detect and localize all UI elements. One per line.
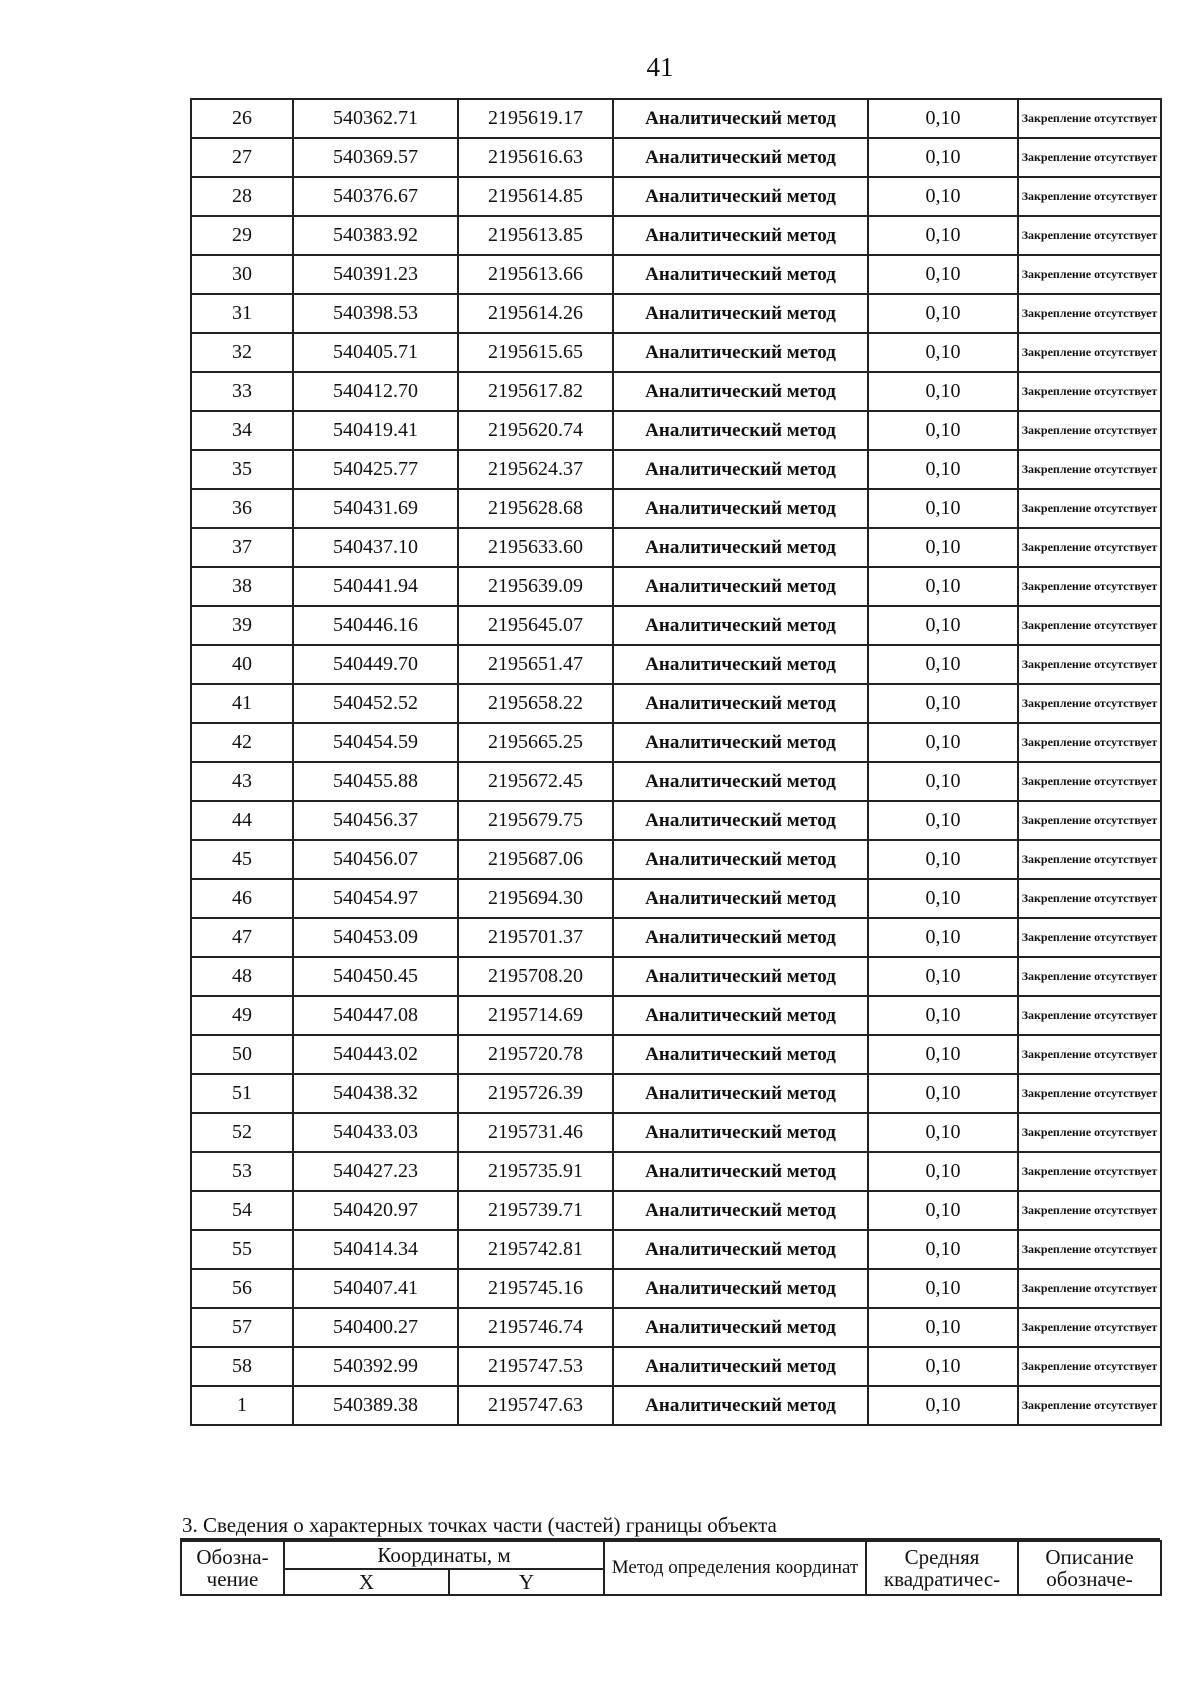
- note-cell: Закрепление отсутствует: [1018, 645, 1161, 684]
- x-coordinate-cell: 540362.71: [293, 99, 458, 138]
- y-coordinate-cell: 2195714.69: [458, 996, 613, 1035]
- point-number-cell: 28: [191, 177, 293, 216]
- y-coordinate-cell: 2195672.45: [458, 762, 613, 801]
- method-cell: Аналитический метод: [613, 1035, 868, 1074]
- section-3: [180, 1512, 1160, 1596]
- point-number-cell: 48: [191, 957, 293, 996]
- y-coordinate-cell: 2195735.91: [458, 1152, 613, 1191]
- y-coordinate-cell: 2195745.16: [458, 1269, 613, 1308]
- header-coordinates: Координаты, м: [284, 1541, 604, 1569]
- accuracy-cell: 0,10: [868, 996, 1018, 1035]
- section-title: 3. Сведения о характерных точках части (частей) границы объекта: [180, 1512, 1160, 1540]
- y-coordinate-cell: 2195639.09: [458, 567, 613, 606]
- y-coordinate-cell: 2195701.37: [458, 918, 613, 957]
- x-coordinate-cell: 540446.16: [293, 606, 458, 645]
- point-number-cell: 35: [191, 450, 293, 489]
- method-cell: Аналитический метод: [613, 645, 868, 684]
- method-cell: Аналитический метод: [613, 801, 868, 840]
- accuracy-cell: 0,10: [868, 216, 1018, 255]
- note-cell: Закрепление отсутствует: [1018, 996, 1161, 1035]
- y-coordinate-cell: 2195651.47: [458, 645, 613, 684]
- point-number-cell: 39: [191, 606, 293, 645]
- accuracy-cell: 0,10: [868, 333, 1018, 372]
- x-coordinate-cell: 540392.99: [293, 1347, 458, 1386]
- note-cell: Закрепление отсутствует: [1018, 333, 1161, 372]
- table-row: [191, 606, 1161, 645]
- x-coordinate-cell: 540383.92: [293, 216, 458, 255]
- point-number-cell: 51: [191, 1074, 293, 1113]
- point-number-cell: 44: [191, 801, 293, 840]
- x-coordinate-cell: 540391.23: [293, 255, 458, 294]
- x-coordinate-cell: 540443.02: [293, 1035, 458, 1074]
- accuracy-cell: 0,10: [868, 567, 1018, 606]
- y-coordinate-cell: 2195616.63: [458, 138, 613, 177]
- y-coordinate-cell: 2195613.66: [458, 255, 613, 294]
- table-row: [191, 918, 1161, 957]
- method-cell: Аналитический метод: [613, 762, 868, 801]
- method-cell: Аналитический метод: [613, 957, 868, 996]
- y-coordinate-cell: 2195747.53: [458, 1347, 613, 1386]
- note-cell: Закрепление отсутствует: [1018, 1347, 1161, 1386]
- header-y: Y: [449, 1569, 604, 1595]
- y-coordinate-cell: 2195694.30: [458, 879, 613, 918]
- method-cell: Аналитический метод: [613, 489, 868, 528]
- accuracy-cell: 0,10: [868, 957, 1018, 996]
- note-cell: Закрепление отсутствует: [1018, 567, 1161, 606]
- method-cell: Аналитический метод: [613, 606, 868, 645]
- x-coordinate-cell: 540450.45: [293, 957, 458, 996]
- table-row: [191, 138, 1161, 177]
- method-cell: Аналитический метод: [613, 1230, 868, 1269]
- point-number-cell: 52: [191, 1113, 293, 1152]
- note-cell: Закрепление отсутствует: [1018, 294, 1161, 333]
- accuracy-cell: 0,10: [868, 372, 1018, 411]
- table-row: [191, 411, 1161, 450]
- point-number-cell: 46: [191, 879, 293, 918]
- y-coordinate-cell: 2195613.85: [458, 216, 613, 255]
- method-cell: Аналитический метод: [613, 372, 868, 411]
- point-number-cell: 32: [191, 333, 293, 372]
- method-cell: Аналитический метод: [613, 99, 868, 138]
- section-3-header-table: [180, 1540, 1162, 1596]
- y-coordinate-cell: 2195628.68: [458, 489, 613, 528]
- page-number: 41: [646, 52, 674, 82]
- method-cell: Аналитический метод: [613, 255, 868, 294]
- table-row: [191, 372, 1161, 411]
- point-number-cell: 47: [191, 918, 293, 957]
- method-cell: Аналитический метод: [613, 1113, 868, 1152]
- method-cell: Аналитический метод: [613, 1152, 868, 1191]
- point-number-cell: 55: [191, 1230, 293, 1269]
- table-row: [191, 489, 1161, 528]
- accuracy-cell: 0,10: [868, 606, 1018, 645]
- note-cell: Закрепление отсутствует: [1018, 528, 1161, 567]
- method-cell: Аналитический метод: [613, 1191, 868, 1230]
- y-coordinate-cell: 2195747.63: [458, 1386, 613, 1425]
- point-number-cell: 26: [191, 99, 293, 138]
- method-cell: Аналитический метод: [613, 996, 868, 1035]
- table-row: [191, 684, 1161, 723]
- note-cell: Закрепление отсутствует: [1018, 216, 1161, 255]
- method-cell: Аналитический метод: [613, 1074, 868, 1113]
- x-coordinate-cell: 540420.97: [293, 1191, 458, 1230]
- note-cell: Закрепление отсутствует: [1018, 489, 1161, 528]
- table-row: [191, 645, 1161, 684]
- method-cell: Аналитический метод: [613, 411, 868, 450]
- note-cell: Закрепление отсутствует: [1018, 957, 1161, 996]
- point-number-cell: 27: [191, 138, 293, 177]
- y-coordinate-cell: 2195658.22: [458, 684, 613, 723]
- point-number-cell: 33: [191, 372, 293, 411]
- accuracy-cell: 0,10: [868, 177, 1018, 216]
- note-cell: Закрепление отсутствует: [1018, 762, 1161, 801]
- y-coordinate-cell: 2195624.37: [458, 450, 613, 489]
- x-coordinate-cell: 540456.37: [293, 801, 458, 840]
- table-row: [191, 450, 1161, 489]
- note-cell: Закрепление отсутствует: [1018, 138, 1161, 177]
- accuracy-cell: 0,10: [868, 138, 1018, 177]
- accuracy-cell: 0,10: [868, 1386, 1018, 1425]
- table-row: [191, 1191, 1161, 1230]
- note-cell: Закрепление отсутствует: [1018, 99, 1161, 138]
- note-cell: Закрепление отсутствует: [1018, 723, 1161, 762]
- note-cell: Закрепление отсутствует: [1018, 606, 1161, 645]
- table-row: [191, 1074, 1161, 1113]
- method-cell: Аналитический метод: [613, 879, 868, 918]
- accuracy-cell: 0,10: [868, 918, 1018, 957]
- table-row: [191, 801, 1161, 840]
- accuracy-cell: 0,10: [868, 840, 1018, 879]
- accuracy-cell: 0,10: [868, 1074, 1018, 1113]
- y-coordinate-cell: 2195665.25: [458, 723, 613, 762]
- accuracy-cell: 0,10: [868, 645, 1018, 684]
- table-row: [191, 1035, 1161, 1074]
- x-coordinate-cell: 540389.38: [293, 1386, 458, 1425]
- x-coordinate-cell: 540400.27: [293, 1308, 458, 1347]
- point-number-cell: 53: [191, 1152, 293, 1191]
- y-coordinate-cell: 2195679.75: [458, 801, 613, 840]
- table-row: [191, 99, 1161, 138]
- point-number-cell: 43: [191, 762, 293, 801]
- x-coordinate-cell: 540431.69: [293, 489, 458, 528]
- table-row: [191, 528, 1161, 567]
- table-row: [191, 294, 1161, 333]
- x-coordinate-cell: 540441.94: [293, 567, 458, 606]
- y-coordinate-cell: 2195614.26: [458, 294, 613, 333]
- y-coordinate-cell: 2195739.71: [458, 1191, 613, 1230]
- header-x: X: [284, 1569, 449, 1595]
- note-cell: Закрепление отсутствует: [1018, 840, 1161, 879]
- note-cell: Закрепление отсутствует: [1018, 879, 1161, 918]
- point-number-cell: 34: [191, 411, 293, 450]
- y-coordinate-cell: 2195645.07: [458, 606, 613, 645]
- note-cell: Закрепление отсутствует: [1018, 1152, 1161, 1191]
- x-coordinate-cell: 540438.32: [293, 1074, 458, 1113]
- method-cell: Аналитический метод: [613, 216, 868, 255]
- coordinates-table-body: [191, 99, 1161, 1425]
- table-row: [191, 216, 1161, 255]
- table-row: [191, 762, 1161, 801]
- table-row: [191, 840, 1161, 879]
- accuracy-cell: 0,10: [868, 684, 1018, 723]
- accuracy-cell: 0,10: [868, 1230, 1018, 1269]
- y-coordinate-cell: 2195720.78: [458, 1035, 613, 1074]
- table-row: [191, 1308, 1161, 1347]
- y-coordinate-cell: 2195726.39: [458, 1074, 613, 1113]
- accuracy-cell: 0,10: [868, 528, 1018, 567]
- x-coordinate-cell: 540414.34: [293, 1230, 458, 1269]
- table-row: [191, 177, 1161, 216]
- note-cell: Закрепление отсутствует: [1018, 1308, 1161, 1347]
- method-cell: Аналитический метод: [613, 294, 868, 333]
- header-accuracy: Средняя квадратичес-: [866, 1541, 1018, 1595]
- y-coordinate-cell: 2195617.82: [458, 372, 613, 411]
- note-cell: Закрепление отсутствует: [1018, 1113, 1161, 1152]
- method-cell: Аналитический метод: [613, 1269, 868, 1308]
- accuracy-cell: 0,10: [868, 762, 1018, 801]
- x-coordinate-cell: 540412.70: [293, 372, 458, 411]
- x-coordinate-cell: 540452.52: [293, 684, 458, 723]
- method-cell: Аналитический метод: [613, 1308, 868, 1347]
- table-row: [191, 1230, 1161, 1269]
- accuracy-cell: 0,10: [868, 255, 1018, 294]
- x-coordinate-cell: 540427.23: [293, 1152, 458, 1191]
- y-coordinate-cell: 2195620.74: [458, 411, 613, 450]
- accuracy-cell: 0,10: [868, 1191, 1018, 1230]
- accuracy-cell: 0,10: [868, 450, 1018, 489]
- method-cell: Аналитический метод: [613, 1386, 868, 1425]
- point-number-cell: 45: [191, 840, 293, 879]
- accuracy-cell: 0,10: [868, 1152, 1018, 1191]
- point-number-cell: 58: [191, 1347, 293, 1386]
- table-row: [191, 957, 1161, 996]
- note-cell: Закрепление отсутствует: [1018, 255, 1161, 294]
- method-cell: Аналитический метод: [613, 333, 868, 372]
- method-cell: Аналитический метод: [613, 138, 868, 177]
- method-cell: Аналитический метод: [613, 840, 868, 879]
- method-cell: Аналитический метод: [613, 450, 868, 489]
- note-cell: Закрепление отсутствует: [1018, 1230, 1161, 1269]
- x-coordinate-cell: 540454.59: [293, 723, 458, 762]
- method-cell: Аналитический метод: [613, 528, 868, 567]
- x-coordinate-cell: 540449.70: [293, 645, 458, 684]
- point-number-cell: 1: [191, 1386, 293, 1425]
- table-row: [191, 1347, 1161, 1386]
- method-cell: Аналитический метод: [613, 918, 868, 957]
- x-coordinate-cell: 540419.41: [293, 411, 458, 450]
- point-number-cell: 41: [191, 684, 293, 723]
- note-cell: Закрепление отсутствует: [1018, 1074, 1161, 1113]
- coordinates-table: [190, 98, 1162, 1426]
- point-number-cell: 37: [191, 528, 293, 567]
- point-number-cell: 31: [191, 294, 293, 333]
- point-number-cell: 30: [191, 255, 293, 294]
- method-cell: Аналитический метод: [613, 567, 868, 606]
- note-cell: Закрепление отсутствует: [1018, 1386, 1161, 1425]
- x-coordinate-cell: 540437.10: [293, 528, 458, 567]
- point-number-cell: 38: [191, 567, 293, 606]
- table-row: [191, 1269, 1161, 1308]
- point-number-cell: 40: [191, 645, 293, 684]
- table-row: [191, 1386, 1161, 1425]
- accuracy-cell: 0,10: [868, 1347, 1018, 1386]
- y-coordinate-cell: 2195615.65: [458, 333, 613, 372]
- x-coordinate-cell: 540454.97: [293, 879, 458, 918]
- y-coordinate-cell: 2195746.74: [458, 1308, 613, 1347]
- header-method: Метод определения координат: [604, 1541, 866, 1595]
- accuracy-cell: 0,10: [868, 294, 1018, 333]
- accuracy-cell: 0,10: [868, 1308, 1018, 1347]
- accuracy-cell: 0,10: [868, 411, 1018, 450]
- y-coordinate-cell: 2195708.20: [458, 957, 613, 996]
- x-coordinate-cell: 540405.71: [293, 333, 458, 372]
- x-coordinate-cell: 540376.67: [293, 177, 458, 216]
- x-coordinate-cell: 540407.41: [293, 1269, 458, 1308]
- accuracy-cell: 0,10: [868, 1035, 1018, 1074]
- table-row: [191, 1113, 1161, 1152]
- accuracy-cell: 0,10: [868, 99, 1018, 138]
- table-row: [191, 996, 1161, 1035]
- point-number-cell: 49: [191, 996, 293, 1035]
- point-number-cell: 57: [191, 1308, 293, 1347]
- y-coordinate-cell: 2195633.60: [458, 528, 613, 567]
- x-coordinate-cell: 540433.03: [293, 1113, 458, 1152]
- x-coordinate-cell: 540447.08: [293, 996, 458, 1035]
- point-number-cell: 56: [191, 1269, 293, 1308]
- point-number-cell: 36: [191, 489, 293, 528]
- y-coordinate-cell: 2195742.81: [458, 1230, 613, 1269]
- table-row: [191, 723, 1161, 762]
- table-row: [191, 333, 1161, 372]
- accuracy-cell: 0,10: [868, 1113, 1018, 1152]
- accuracy-cell: 0,10: [868, 801, 1018, 840]
- note-cell: Закрепление отсутствует: [1018, 177, 1161, 216]
- note-cell: Закрепление отсутствует: [1018, 372, 1161, 411]
- accuracy-cell: 0,10: [868, 879, 1018, 918]
- header-description: Описание обозначе-: [1018, 1541, 1161, 1595]
- point-number-cell: 29: [191, 216, 293, 255]
- x-coordinate-cell: 540455.88: [293, 762, 458, 801]
- point-number-cell: 54: [191, 1191, 293, 1230]
- note-cell: Закрепление отсутствует: [1018, 1191, 1161, 1230]
- x-coordinate-cell: 540425.77: [293, 450, 458, 489]
- y-coordinate-cell: 2195619.17: [458, 99, 613, 138]
- x-coordinate-cell: 540456.07: [293, 840, 458, 879]
- method-cell: Аналитический метод: [613, 684, 868, 723]
- method-cell: Аналитический метод: [613, 1347, 868, 1386]
- accuracy-cell: 0,10: [868, 723, 1018, 762]
- header-designation: Обозна- чение: [181, 1541, 284, 1595]
- x-coordinate-cell: 540369.57: [293, 138, 458, 177]
- note-cell: Закрепление отсутствует: [1018, 918, 1161, 957]
- note-cell: Закрепление отсутствует: [1018, 411, 1161, 450]
- table-row: [191, 1152, 1161, 1191]
- note-cell: Закрепление отсутствует: [1018, 1035, 1161, 1074]
- accuracy-cell: 0,10: [868, 489, 1018, 528]
- x-coordinate-cell: 540453.09: [293, 918, 458, 957]
- note-cell: Закрепление отсутствует: [1018, 450, 1161, 489]
- method-cell: Аналитический метод: [613, 723, 868, 762]
- x-coordinate-cell: 540398.53: [293, 294, 458, 333]
- note-cell: Закрепление отсутствует: [1018, 801, 1161, 840]
- table-row: [191, 567, 1161, 606]
- method-cell: Аналитический метод: [613, 177, 868, 216]
- point-number-cell: 50: [191, 1035, 293, 1074]
- y-coordinate-cell: 2195687.06: [458, 840, 613, 879]
- y-coordinate-cell: 2195614.85: [458, 177, 613, 216]
- note-cell: Закрепление отсутствует: [1018, 684, 1161, 723]
- table-row: [191, 879, 1161, 918]
- note-cell: Закрепление отсутствует: [1018, 1269, 1161, 1308]
- y-coordinate-cell: 2195731.46: [458, 1113, 613, 1152]
- table-row: [191, 255, 1161, 294]
- point-number-cell: 42: [191, 723, 293, 762]
- accuracy-cell: 0,10: [868, 1269, 1018, 1308]
